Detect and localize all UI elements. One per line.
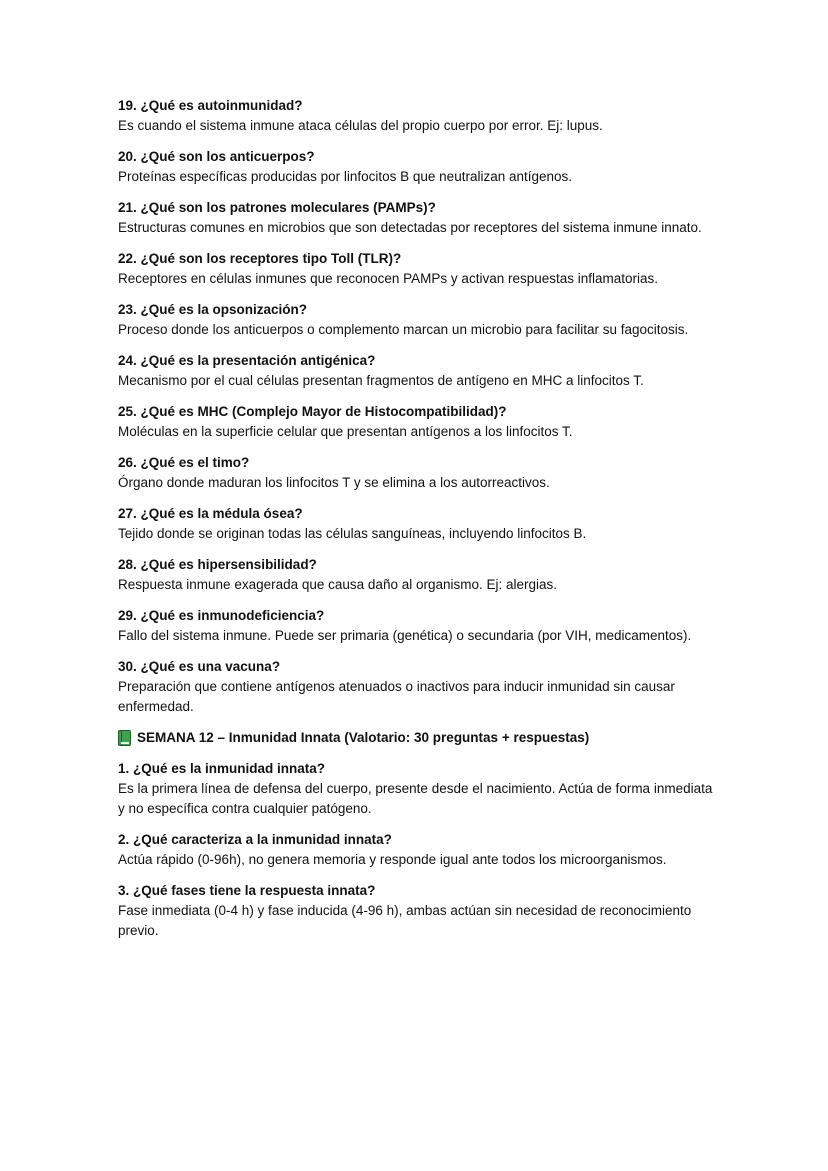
answer: Receptores en células inmunes que reconocen PAMPs y activan respuestas inflamatorias. [118,271,659,286]
section-title: SEMANA 12 – Inmunidad Innata (Valotario: 30 preguntas + respuestas) [137,730,590,745]
answer: Órgano donde maduran los linfocitos T y se elimina a los autorreactivos. [118,475,550,490]
qa-item [118,198,718,238]
qa-item [118,300,718,340]
qa-item [118,147,718,187]
qa-item [118,402,718,442]
green-book-icon [118,730,131,746]
question: 23. ¿Qué es la opsonización? [118,302,308,317]
question: 19. ¿Qué es autoinmunidad? [118,98,303,113]
qa-list-part-2 [118,759,718,941]
qa-item [118,830,718,870]
question: 25. ¿Qué es MHC (Complejo Mayor de Histocompatibilidad)? [118,404,507,419]
answer: Preparación que contiene antígenos atenuados o inactivos para inducir inmunidad sin causar enfermedad. [118,679,675,714]
question: 2. ¿Qué caracteriza a la inmunidad innata? [118,832,392,847]
answer: Tejido donde se originan todas las células sanguíneas, incluyendo linfocitos B. [118,526,587,541]
answer: Respuesta inmune exagerada que causa daño al organismo. Ej: alergias. [118,577,558,592]
answer: Estructuras comunes en microbios que son detectadas por receptores del sistema inmune innato. [118,220,702,235]
qa-item [118,881,718,941]
answer: Mecanismo por el cual células presentan fragmentos de antígeno en MHC a linfocitos T. [118,373,644,388]
answer: Es cuando el sistema inmune ataca células del propio cuerpo por error. Ej: lupus. [118,118,603,133]
question: 24. ¿Qué es la presentación antigénica? [118,353,376,368]
question: 1. ¿Qué es la inmunidad innata? [118,761,326,776]
qa-item [118,96,718,136]
qa-item [118,555,718,595]
qa-item [118,453,718,493]
answer: Fase inmediata (0-4 h) y fase inducida (4-96 h), ambas actúan sin necesidad de reconocimiento previo. [118,903,692,938]
question: 22. ¿Qué son los receptores tipo Toll (TLR)? [118,251,402,266]
section-heading [118,728,718,748]
question: 30. ¿Qué es una vacuna? [118,659,281,674]
question: 29. ¿Qué es inmunodeficiencia? [118,608,325,623]
answer: Proceso donde los anticuerpos o complemento marcan un microbio para facilitar su fagocitosis. [118,322,689,337]
qa-item [118,249,718,289]
qa-item [118,504,718,544]
qa-item [118,606,718,646]
question: 28. ¿Qué es hipersensibilidad? [118,557,317,572]
answer: Moléculas en la superficie celular que presentan antígenos a los linfocitos T. [118,424,573,439]
question: 3. ¿Qué fases tiene la respuesta innata? [118,883,376,898]
question: 21. ¿Qué son los patrones moleculares (PAMPs)? [118,200,436,215]
answer: Proteínas específicas producidas por linfocitos B que neutralizan antígenos. [118,169,573,184]
qa-item [118,351,718,391]
answer: Actúa rápido (0-96h), no genera memoria y responde igual ante todos los microorganismos. [118,852,667,867]
qa-item [118,759,718,819]
document-page [118,96,718,952]
question: 27. ¿Qué es la médula ósea? [118,506,303,521]
answer: Fallo del sistema inmune. Puede ser primaria (genética) o secundaria (por VIH, medicamentos). [118,628,692,643]
qa-item [118,657,718,717]
answer: Es la primera línea de defensa del cuerpo, presente desde el nacimiento. Actúa de forma inmediata y no específica contra cualquier patógeno. [118,781,713,816]
question: 26. ¿Qué es el timo? [118,455,250,470]
qa-list-part-1 [118,96,718,717]
question: 20. ¿Qué son los anticuerpos? [118,149,315,164]
